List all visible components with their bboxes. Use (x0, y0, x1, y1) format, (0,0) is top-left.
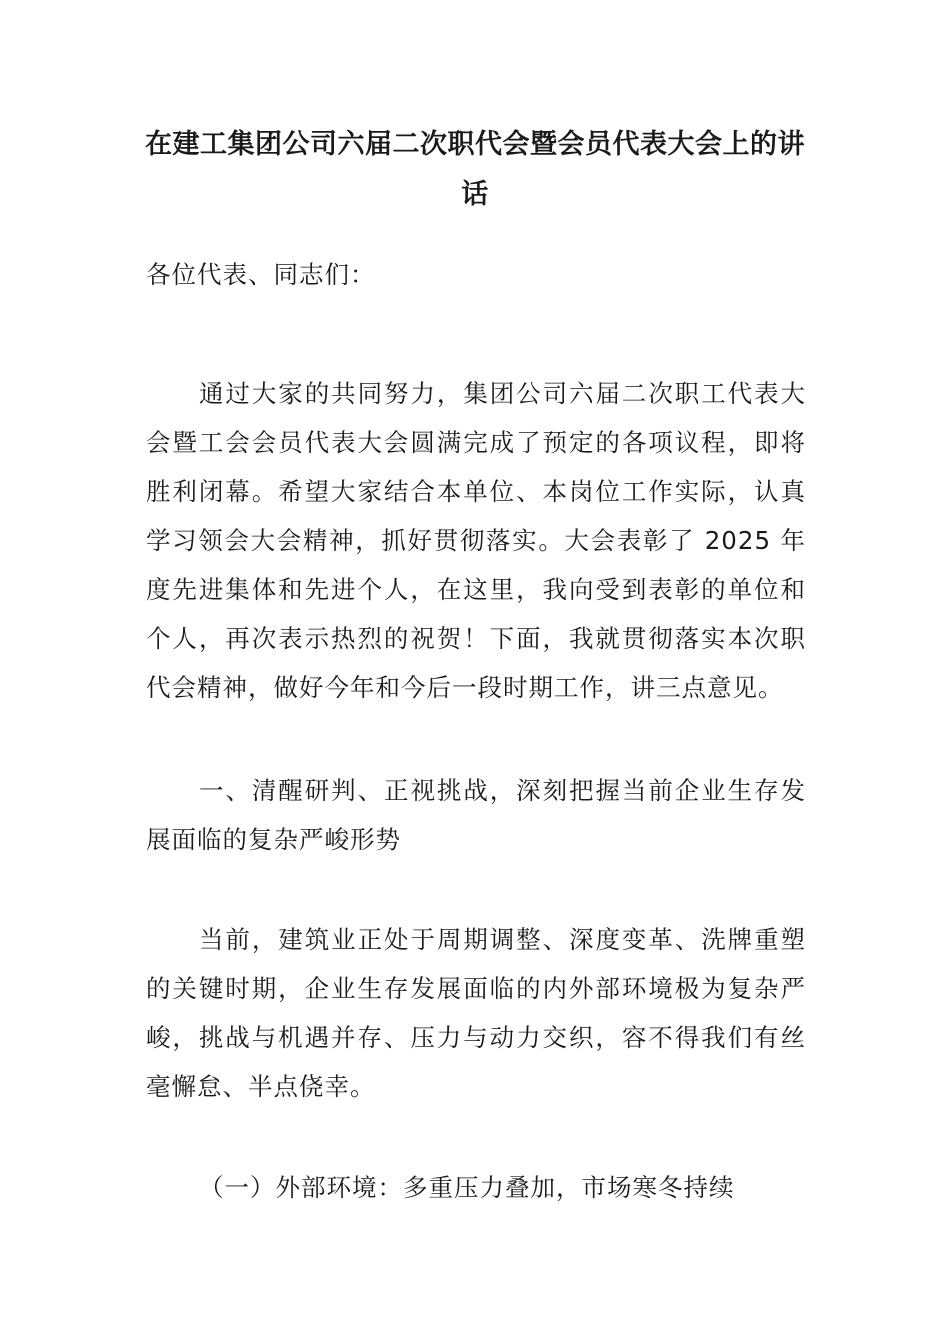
section-heading-1: 一、清醒研判、正视挑战，深刻把握当前企业生存发展面临的复杂严峻形势 (146, 776, 806, 854)
section-1-paragraph: 当前，建筑业正处于周期调整、深度变革、洗牌重塑的关键时期，企业生存发展面临的内外部环境极为复杂严峻，挑战与机遇并存、压力与动力交织，容不得我们有丝毫懈怠、半点侥幸。 (146, 925, 806, 1101)
document-title: 在建工集团公司六届二次职代会暨会员代表大会上的讲话 (145, 129, 805, 210)
intro-paragraph: 通过大家的共同努力，集团公司六届二次职工代表大会暨工会会员代表大会圆满完成了预定的各项议程，即将胜利闭幕。希望大家结合本单位、本岗位工作实际，认真学习领会大会精神，抓好贯彻落实。大会表彰了 2025 年度先进集体和先进个人，在这里，我向受到表彰的单位和个人，再次表示热烈的祝贺！下面，我就贯彻落实本次职代会精神，做好今年和今后一段时期工作，讲三点意见。 (146, 379, 806, 702)
salutation: 各位代表、同志们： (146, 260, 376, 289)
subsection-heading-1: （一）外部环境：多重压力叠加，市场寒冬持续 (199, 1173, 735, 1202)
